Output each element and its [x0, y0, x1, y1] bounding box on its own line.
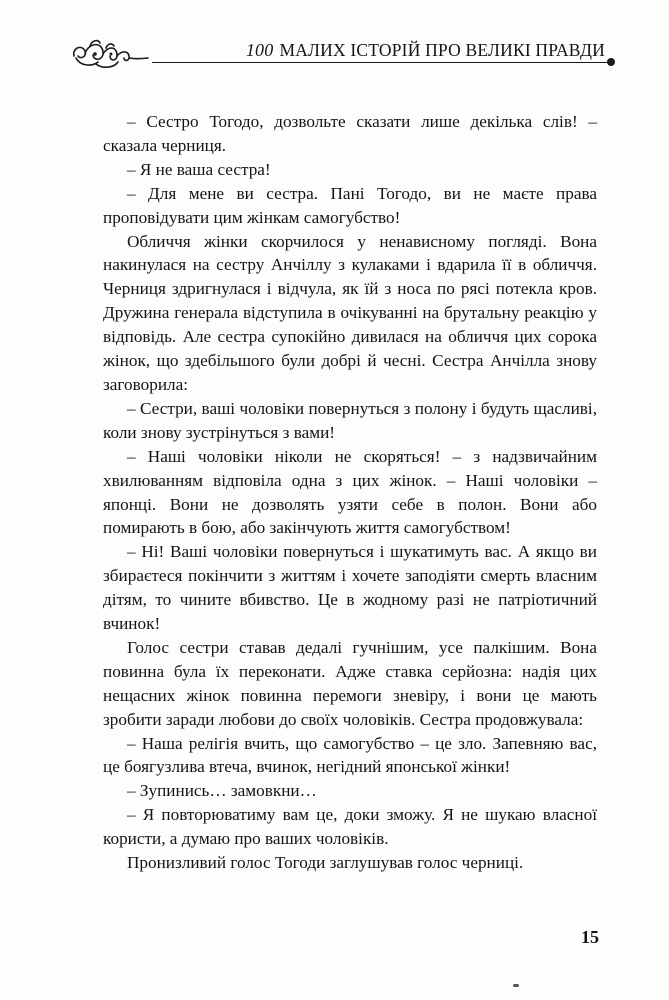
paragraph: – Сестро Тогодо, дозвольте сказати лише декілька слів! – сказала черниця.	[103, 112, 597, 155]
paragraph: Обличчя жінки скорчилося у ненависному погляді. Вона накинулася на сестру Анчіллу з кулаками і вдарила її в обличчя. Черниця здригнулася і відчула, як їй з носа по рясі потекла кров. Дружина генерала відступила в очікуванні на брутальну реакцію у відповідь. Але сестра супокійно дивилася на обличчя цих сорока жінок, що здебільшого були добрі й чесні. Сестра Анчілла знову заговорила:	[103, 231, 597, 394]
paragraph: – Зупинись… замовкни…	[127, 781, 317, 801]
running-header-title	[246, 40, 605, 61]
header-number: 100	[245, 40, 274, 60]
paragraph: – Ні! Ваші чоловіки повернуться і шукатимуть вас. А якщо ви збираєтеся покінчити з життям і хочете заподіяти смерть власним дітям, то чините вбивство. Це в жодному разі не патріотичний вчинок!	[103, 542, 597, 634]
paragraph: – Для мене ви сестра. Пані Тогодо, ви не маєте права проповідувати цим жінкам самогубство!	[103, 183, 597, 227]
header-rule-dot	[607, 58, 615, 66]
body-text	[103, 110, 597, 875]
floral-scroll-ornament-icon	[70, 34, 160, 74]
header-rule	[152, 62, 609, 63]
paragraph: Голос сестри ставав дедалі гучнішим, усе палкішим. Вона повинна була їх переконати. Адже ставка серйозна: надія цих нещасних жінок повинна перемоги зневіру, і вони це мають зробити заради любови до своїх чоловіків. Сестра продовжувала:	[103, 637, 597, 729]
header-title-text: МАЛИХ ІСТОРІЙ ПРО ВЕЛИКІ ПРАВДИ	[279, 40, 605, 60]
paragraph: – Наші чоловіки ніколи не скоряться! – з надзвичайним хвилюванням відповіла одна з цих жінок. – Наші чоловіки – японці. Вони не дозволять узяти себе в полон. Вони або помирають в бою, або закінчують життя самогубством!	[103, 446, 597, 538]
running-header	[70, 28, 615, 78]
paragraph: Пронизливий голос Тогоди заглушував голос черниці.	[127, 853, 524, 873]
paragraph: – Я не ваша сестра!	[127, 159, 271, 179]
paragraph: – Сестри, ваші чоловіки повернуться з полону і будуть щасливі, коли знову зустрінуться з вами!	[103, 398, 597, 442]
page-number: 15	[581, 927, 599, 947]
print-speck	[513, 984, 519, 987]
paragraph: – Наша релігія вчить, що самогубство – це зло. Запевняю вас, це боягузлива втеча, вчинок, негідний японської жінки!	[103, 733, 597, 777]
paragraph: – Я повторюватиму вам це, доки зможу. Я не шукаю власної користи, а думаю про ваших чоловіків.	[103, 805, 597, 849]
